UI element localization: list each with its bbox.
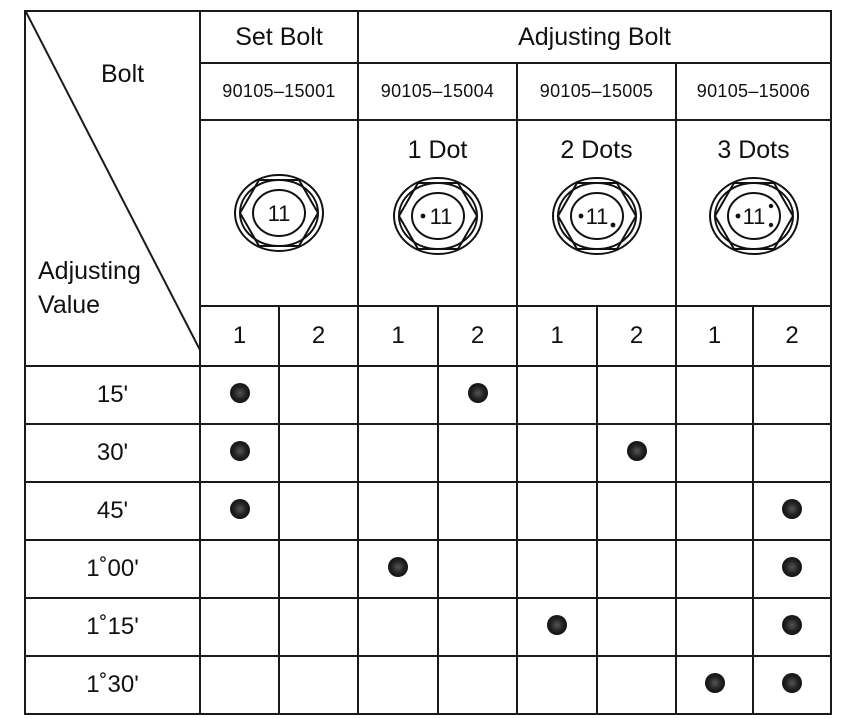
mark-cell (438, 540, 517, 598)
column-number: 1 (200, 306, 279, 366)
column-number: 2 (279, 306, 358, 366)
bolt-adjustment-table (24, 10, 832, 715)
selection-mark-icon (547, 615, 567, 635)
mark-cell (200, 656, 279, 714)
mark-cell (676, 540, 753, 598)
mark-cell (200, 598, 279, 656)
part-number-cell: 90105–15005 (517, 63, 676, 120)
mark-cell (279, 366, 358, 424)
mark-cell (438, 598, 517, 656)
mark-cell (676, 366, 753, 424)
mark-cell (279, 540, 358, 598)
selection-mark-icon (230, 499, 250, 519)
bolt-header-label: Bolt (101, 60, 145, 88)
mark-cell (753, 540, 831, 598)
mark-cell (676, 482, 753, 540)
mark-cell (753, 366, 831, 424)
mark-cell (200, 424, 279, 482)
adjusting-value-label: 45' (25, 482, 200, 540)
bolt-head-number: 11 (585, 204, 608, 229)
mark-cell (597, 366, 676, 424)
mark-cell (597, 598, 676, 656)
table-row (25, 540, 831, 598)
selection-mark-icon (627, 441, 647, 461)
selection-mark-icon (782, 499, 802, 519)
mark-cell (200, 482, 279, 540)
table-row (25, 656, 831, 714)
adjusting-value-label: 15' (25, 366, 200, 424)
set-bolt-header: Set Bolt (200, 11, 358, 63)
adjusting-value-label: 1˚30' (25, 656, 200, 714)
bolt-head-cell (517, 120, 676, 306)
mark-cell (279, 598, 358, 656)
mark-cell (597, 656, 676, 714)
part-number-cell: 90105–15001 (200, 63, 358, 120)
mark-cell (753, 656, 831, 714)
corner-header-cell (25, 11, 200, 366)
selection-mark-icon (782, 557, 802, 577)
mark-cell (597, 482, 676, 540)
selection-mark-icon (230, 383, 250, 403)
selection-mark-icon (782, 615, 802, 635)
table-row (25, 424, 831, 482)
dot-count-label: 1 Dot (407, 136, 468, 164)
selection-mark-icon (468, 383, 488, 403)
table-row (25, 598, 831, 656)
adjusting-bolt-header: Adjusting Bolt (358, 11, 831, 63)
mark-cell (438, 424, 517, 482)
column-number: 2 (753, 306, 831, 366)
bolt-head-two-dots-icon (547, 173, 647, 259)
mark-cell (676, 656, 753, 714)
mark-cell (358, 424, 438, 482)
bolt-head-cell (358, 120, 517, 306)
mark-cell (753, 482, 831, 540)
mark-cell (279, 656, 358, 714)
bolt-head-icon (229, 170, 329, 256)
column-number: 2 (597, 306, 676, 366)
mark-cell (597, 424, 676, 482)
mark-cell (517, 656, 597, 714)
column-number: 1 (517, 306, 597, 366)
adjusting-value-label: 1˚00' (25, 540, 200, 598)
mark-cell (200, 366, 279, 424)
mark-cell (358, 598, 438, 656)
selection-mark-icon (230, 441, 250, 461)
dot-count-label: 3 Dots (717, 136, 790, 164)
mark-cell (517, 540, 597, 598)
bolt-head-cell (676, 120, 831, 306)
mark-cell (438, 482, 517, 540)
mark-cell (438, 656, 517, 714)
table-row (25, 366, 831, 424)
mark-cell (438, 366, 517, 424)
column-number: 2 (438, 306, 517, 366)
table-row (25, 482, 831, 540)
mark-cell (279, 424, 358, 482)
selection-mark-icon (388, 557, 408, 577)
mark-cell (358, 540, 438, 598)
mark-cell (753, 424, 831, 482)
mark-cell (358, 366, 438, 424)
bolt-head-one-dot-icon (388, 173, 488, 259)
mark-cell (597, 540, 676, 598)
column-number: 1 (676, 306, 753, 366)
adjusting-value-rows (25, 366, 831, 714)
mark-cell (358, 656, 438, 714)
mark-cell (517, 366, 597, 424)
mark-cell (200, 540, 279, 598)
bolt-head-number: 11 (267, 201, 291, 226)
adjusting-value-label: 30' (25, 424, 200, 482)
bolt-head-number: 11 (742, 204, 765, 229)
mark-cell (517, 424, 597, 482)
selection-mark-icon (782, 673, 802, 693)
part-number-cell: 90105–15004 (358, 63, 517, 120)
selection-mark-icon (705, 673, 725, 693)
part-number-cell: 90105–15006 (676, 63, 831, 120)
mark-cell (358, 482, 438, 540)
bolt-head-number: 11 (429, 204, 452, 229)
adjusting-value-label: 1˚15' (25, 598, 200, 656)
column-number: 1 (358, 306, 438, 366)
mark-cell (517, 482, 597, 540)
bolt-head-cell (200, 120, 358, 306)
mark-cell (753, 598, 831, 656)
dot-count-label: 2 Dots (560, 136, 633, 164)
adjusting-value-header-label: Adjusting Value (38, 257, 141, 319)
mark-cell (279, 482, 358, 540)
mark-cell (676, 424, 753, 482)
bolt-head-three-dots-icon (704, 173, 804, 259)
mark-cell (517, 598, 597, 656)
mark-cell (676, 598, 753, 656)
